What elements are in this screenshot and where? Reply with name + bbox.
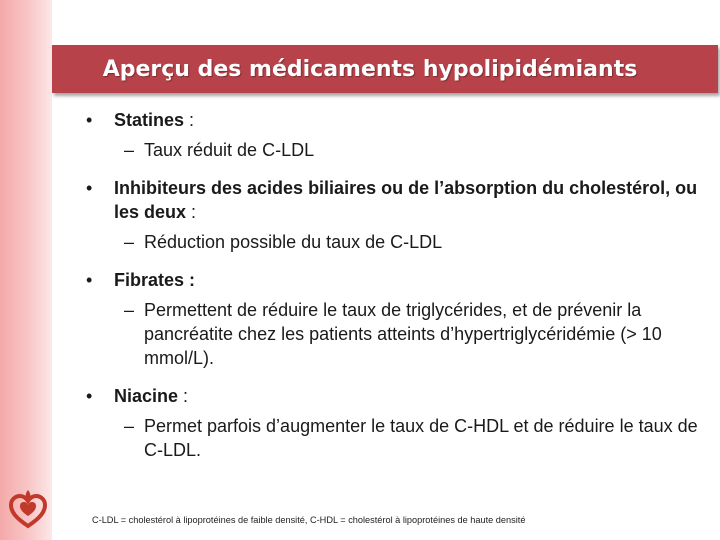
- sub-list-item: [84, 138, 704, 162]
- subitem-text: Permettent de réduire le taux de triglycérides, et de prévenir la pancréatite chez les patients atteints d’hypertriglycéridémie (> 10 mmol/L).: [144, 300, 662, 368]
- dash-icon: –: [124, 416, 135, 436]
- dash-icon: –: [124, 300, 135, 320]
- item-suffix: :: [184, 110, 195, 130]
- item-label: Statines: [114, 110, 185, 130]
- dash-icon: –: [124, 140, 135, 160]
- bullet-icon: •: [86, 110, 93, 130]
- left-decorative-band: [0, 0, 52, 540]
- list-item: [84, 268, 704, 292]
- subitem-text: Taux réduit de C-LDL: [144, 140, 315, 160]
- list-item: [84, 108, 704, 132]
- footnote: C-LDL = cholestérol à lipoprotéines de faible densité, C-HDL = cholestérol à lipoprotéines de haute densité: [92, 515, 526, 525]
- item-label: Niacine: [114, 386, 179, 406]
- sub-list-item: [84, 298, 704, 370]
- title-bar: [52, 45, 718, 93]
- item-label: Inhibiteurs des acides biliaires ou de l’absorption du cholestérol, ou les deux: [114, 178, 698, 222]
- bullet-icon: •: [86, 178, 93, 198]
- bullet-icon: •: [86, 270, 93, 290]
- bullet-icon: •: [86, 386, 93, 406]
- sub-list-item: [84, 414, 704, 462]
- slide-title: Aperçu des médicaments hypolipidémiants: [102, 56, 638, 82]
- list-item: [84, 384, 704, 408]
- list-item: [84, 176, 704, 224]
- slide-content: [84, 108, 704, 462]
- dash-icon: –: [124, 232, 135, 252]
- item-suffix: :: [186, 202, 197, 222]
- sub-list-item: [84, 230, 704, 254]
- item-label: Fibrates :: [114, 270, 196, 290]
- item-suffix: :: [178, 386, 189, 406]
- heart-flame-logo-icon: [8, 486, 48, 530]
- subitem-text: Réduction possible du taux de C-LDL: [144, 232, 443, 252]
- subitem-text: Permet parfois d’augmenter le taux de C-HDL et de réduire le taux de C-LDL.: [144, 416, 698, 460]
